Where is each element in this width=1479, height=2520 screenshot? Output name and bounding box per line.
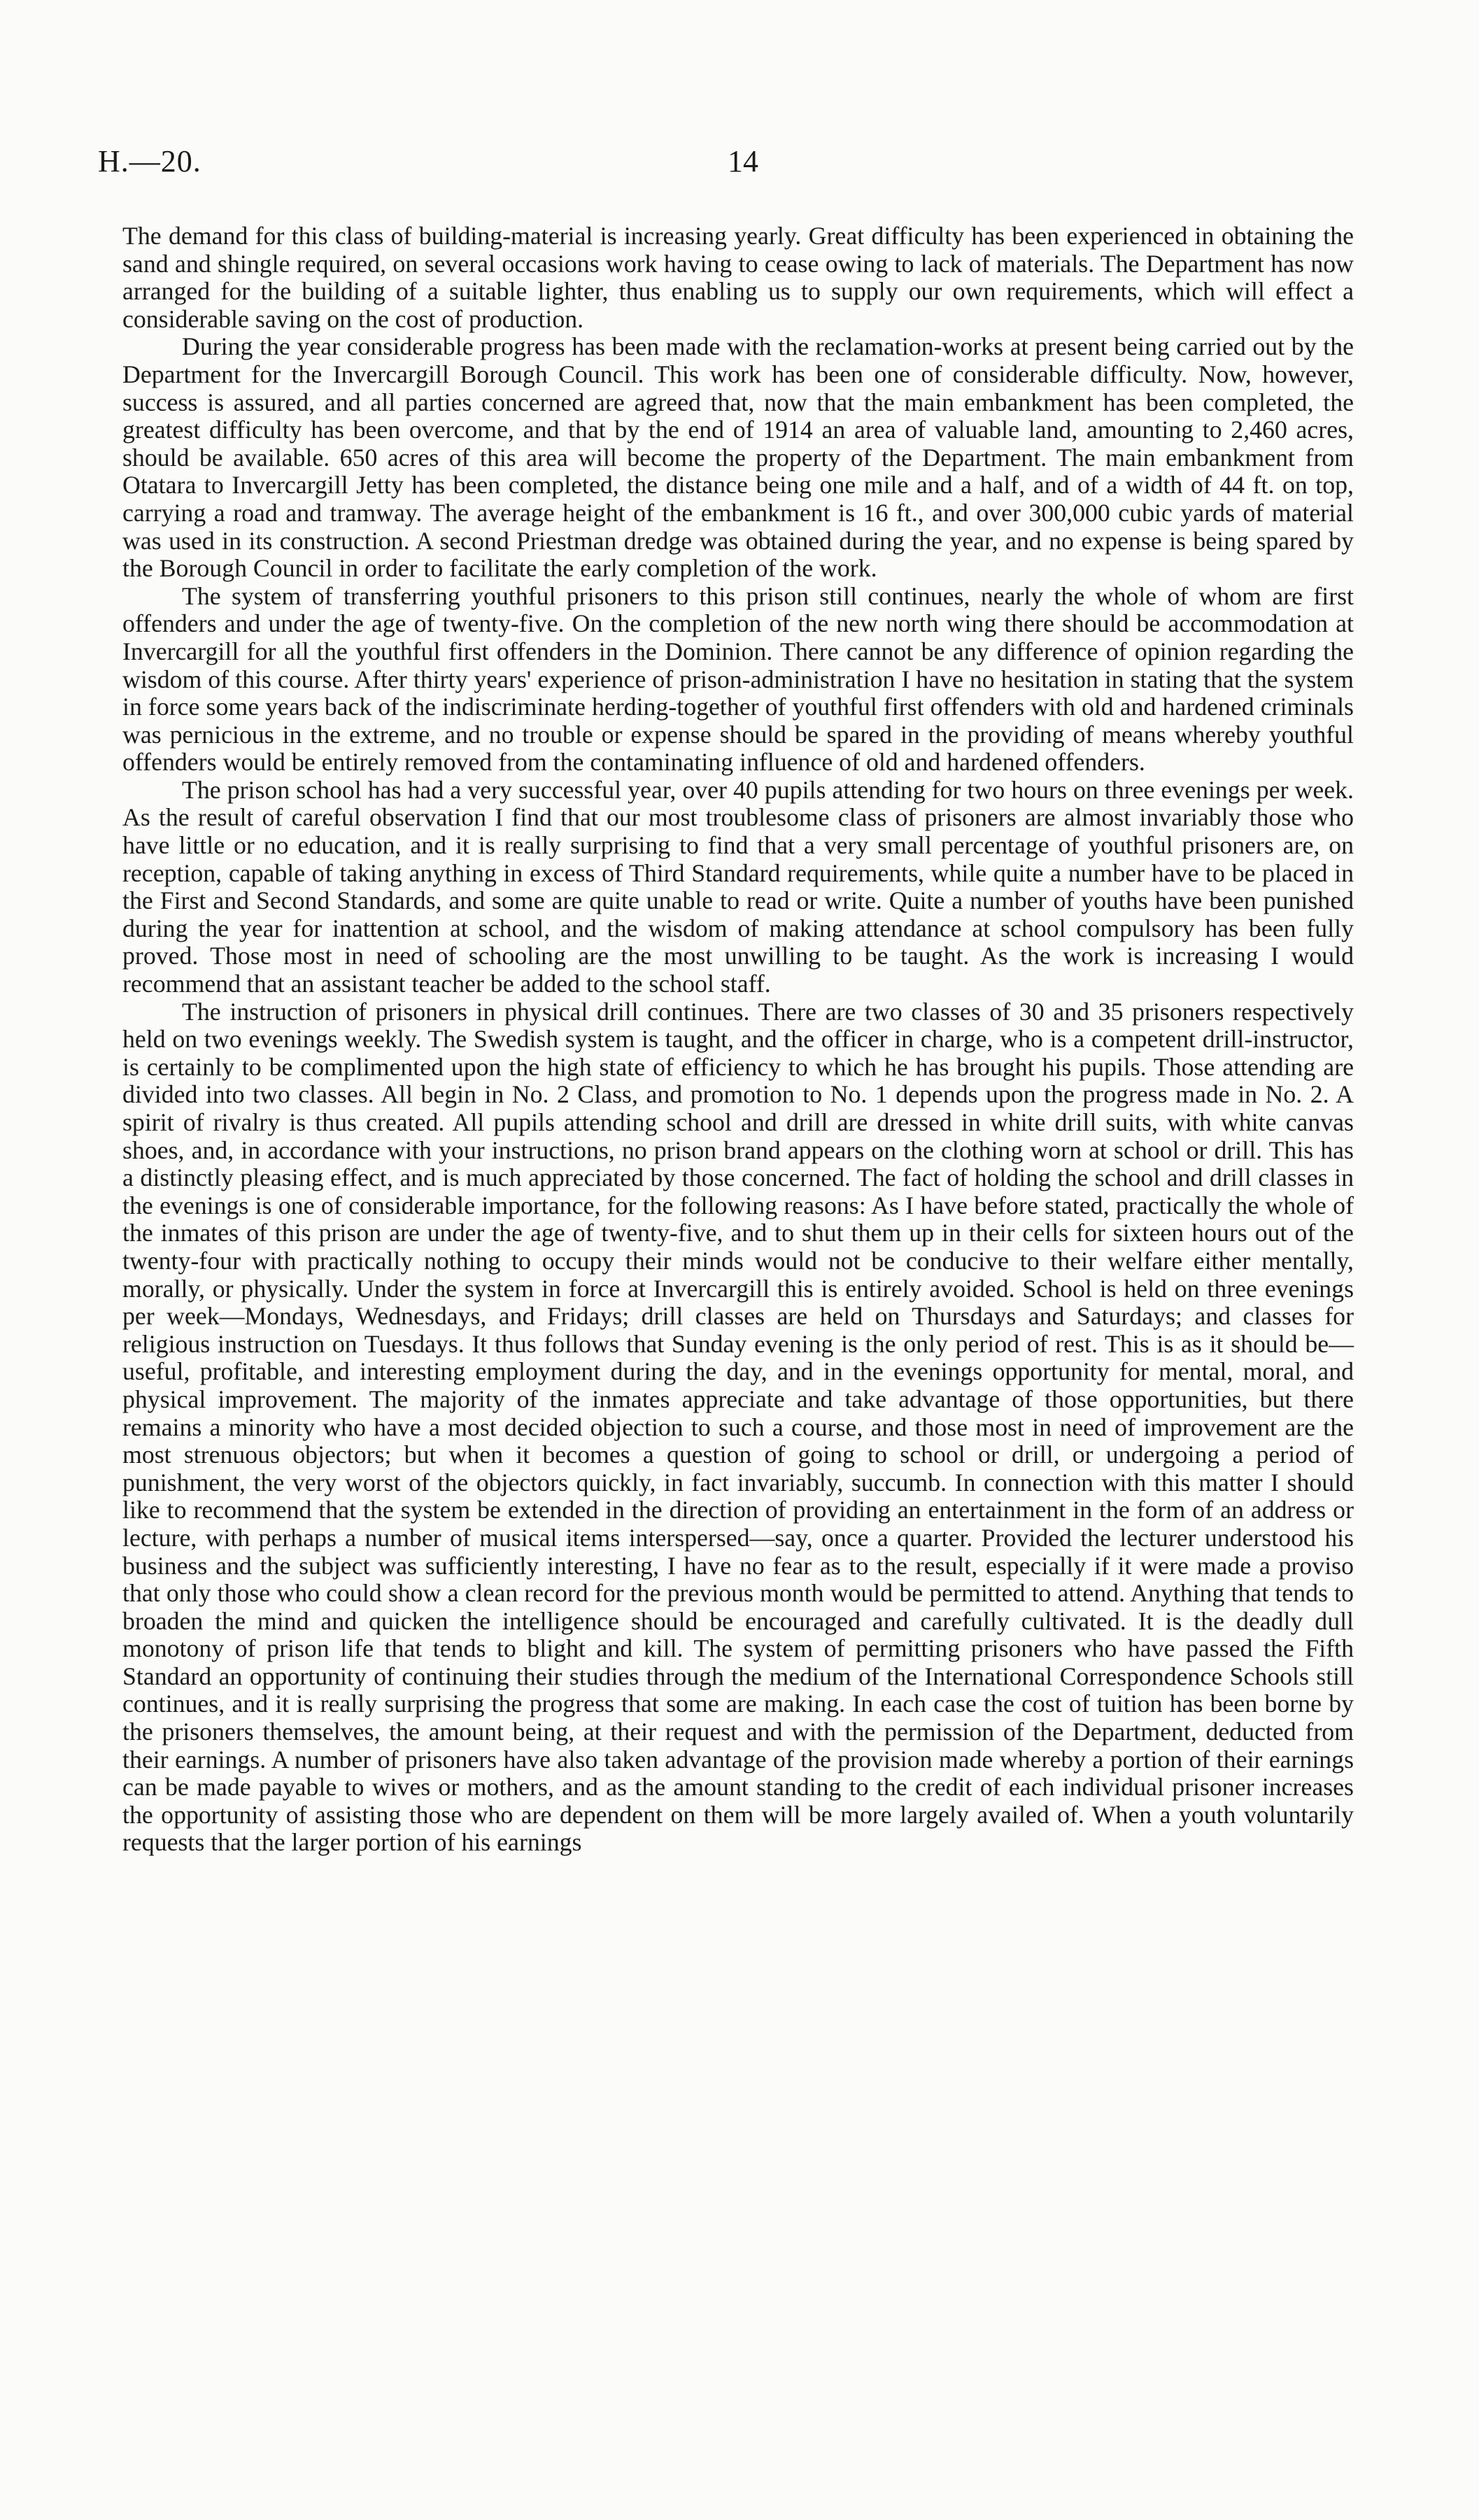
paragraph-reclamation-works: During the year considerable progress has been made with the reclamation-works at present being carried out by the Department for the Invercargill Borough Council. This work has been one of considerable difficulty. Now, however, success is assured, and all parties concerned are agreed that, now that the main embankment has been completed, the greatest difficulty has been overcome, and that by the end of 1914 an area of valuable land, amounting to 2,460 acres, should be available. 650 acres of this area will become the property of the Department. The main embankment from Otatara to Invercargill Jetty has been completed, the distance being one mile and a half, and of a width of 44 ft. on top, carrying a road and tramway. The average height of the embankment is 16 ft., and over 300,000 cubic yards of material was used in its construction. A second Priestman dredge was obtained during the year, and no expense is being spared by the Borough Council in order to facilitate the early completion of the work.	[122, 332, 1354, 583]
paragraph-building-material: The demand for this class of building-material is increasing yearly. Great difficulty has been experienced in obtaining the sand and shingle required, on several occasions work having to cease owing to lack of materials. The Department has now arranged for the building of a suitable lighter, thus enabling us to supply our own requirements, which will effect a considerable saving on the cost of production.	[122, 222, 1354, 333]
document-reference: H.—20.	[98, 144, 201, 178]
paragraph-prison-school: The prison school has had a very successful year, over 40 pupils attending for two hours on three evenings per week. As the result of careful observation I find that our most troublesome class of prisoners are almost invariably those who have little or no education, and it is really surprising to find that a very small percentage of youthful prisoners are, on reception, capable of taking anything in excess of Third Standard requirements, while quite a number have to be placed in the First and Second Standards, and some are quite unable to read or write. Quite a number of youths have been punished during the year for inattention at school, and the wisdom of making attendance at school compulsory has been fully proved. Those most in need of schooling are the most unwilling to be taught. As the work is increasing I would recommend that an assistant teacher be added to the school staff.	[122, 775, 1354, 998]
body-text	[122, 222, 1354, 1857]
paragraph-youthful-prisoners: The system of transferring youthful prisoners to this prison still continues, nearly the whole of whom are first offenders and under the age of twenty-five. On the completion of the new north wing there should be accommodation at Invercargill for all the youthful first offenders in the Dominion. There cannot be any difference of opinion regarding the wisdom of this course. After thirty years' experience of prison-administration I have no hesitation in stating that the system in force some years back of the indiscriminate herding-together of youthful first offenders with old and hardened criminals was pernicious in the extreme, and no trouble or expense should be spared in the providing of means whereby youthful offenders would be entirely removed from the contaminating influence of old and hardened offenders.	[122, 581, 1354, 777]
page-header	[98, 143, 1385, 192]
page-number: 14	[728, 144, 758, 178]
paragraph-physical-drill: The instruction of prisoners in physical drill continues. There are two classes of 30 and 35 prisoners respectively held on two evenings weekly. The Swedish system is taught, and the officer in charge, who is a competent drill-instructor, is certainly to be complimented upon the high state of efficiency to which he has brought his pupils. Those attending are divided into two classes. All begin in No. 2 Class, and promotion to No. 1 depends upon the progress made in No. 2. A spirit of rivalry is thus created. All pupils attending school and drill are dressed in white drill suits, with white canvas shoes, and, in accordance with your instructions, no prison brand appears on the clothing worn at school or drill. This has a distinctly pleasing effect, and is much appreciated by those concerned. The fact of holding the school and drill classes in the evenings is one of considerable importance, for the following reasons: As I have before stated, practically the whole of the inmates of this prison are under the age of twenty-five, and to shut them up in their cells for sixteen hours out of the twenty-four with practically nothing to occupy their minds would not be conducive to their welfare either mentally, morally, or physically. Under the system in force at Invercargill this is entirely avoided. School is held on three evenings per week—Mondays, Wednesdays, and Fridays; drill classes are held on Thursdays and Saturdays; and classes for religious instruction on Tuesdays. It thus follows that Sunday evening is the only period of rest. This is as it should be—useful, profitable, and interesting employment during the day, and in the evenings opportunity for mental, moral, and physical improvement. The majority of the inmates appreciate and take advantage of those opportunities, but there remains a minority who have a most decided objection to such a course, and those most in need of improvement are the most strenuous objectors; but when it becomes a question of going to school or drill, or undergoing a period of punishment, the very worst of the objectors quickly, in fact invariably, succumb. In connection with this matter I should like to recommend that the system be extended in the direction of providing an entertainment in the form of an address or lecture, with perhaps a number of musical items interspersed—say, once a quarter. Provided the lecturer understood his business and the subject was sufficiently interesting, I have no fear as to the result, especially if it were made a proviso that only those who could show a clean record for the previous month would be permitted to attend. Anything that tends to broaden the mind and quicken the intelligence should be encouraged and carefully cultivated. It is the deadly dull monotony of prison life that tends to blight and kill. The system of permitting prisoners who have passed the Fifth Standard an opportunity of continuing their studies through the medium of the International Correspondence Schools still continues, and it is really surprising the progress that some are making. In each case the cost of tuition has been borne by the prisoners themselves, the amount being, at their request and with the permission of the Department, deducted from their earnings. A number of prisoners have also taken advantage of the provision made whereby a portion of their earnings can be made payable to wives or mothers, and as the amount standing to the credit of each individual prisoner increases the opportunity of assisting those who are dependent on them will be more largely availed of. When a youth voluntarily requests that the larger portion of his earnings	[122, 997, 1354, 1857]
